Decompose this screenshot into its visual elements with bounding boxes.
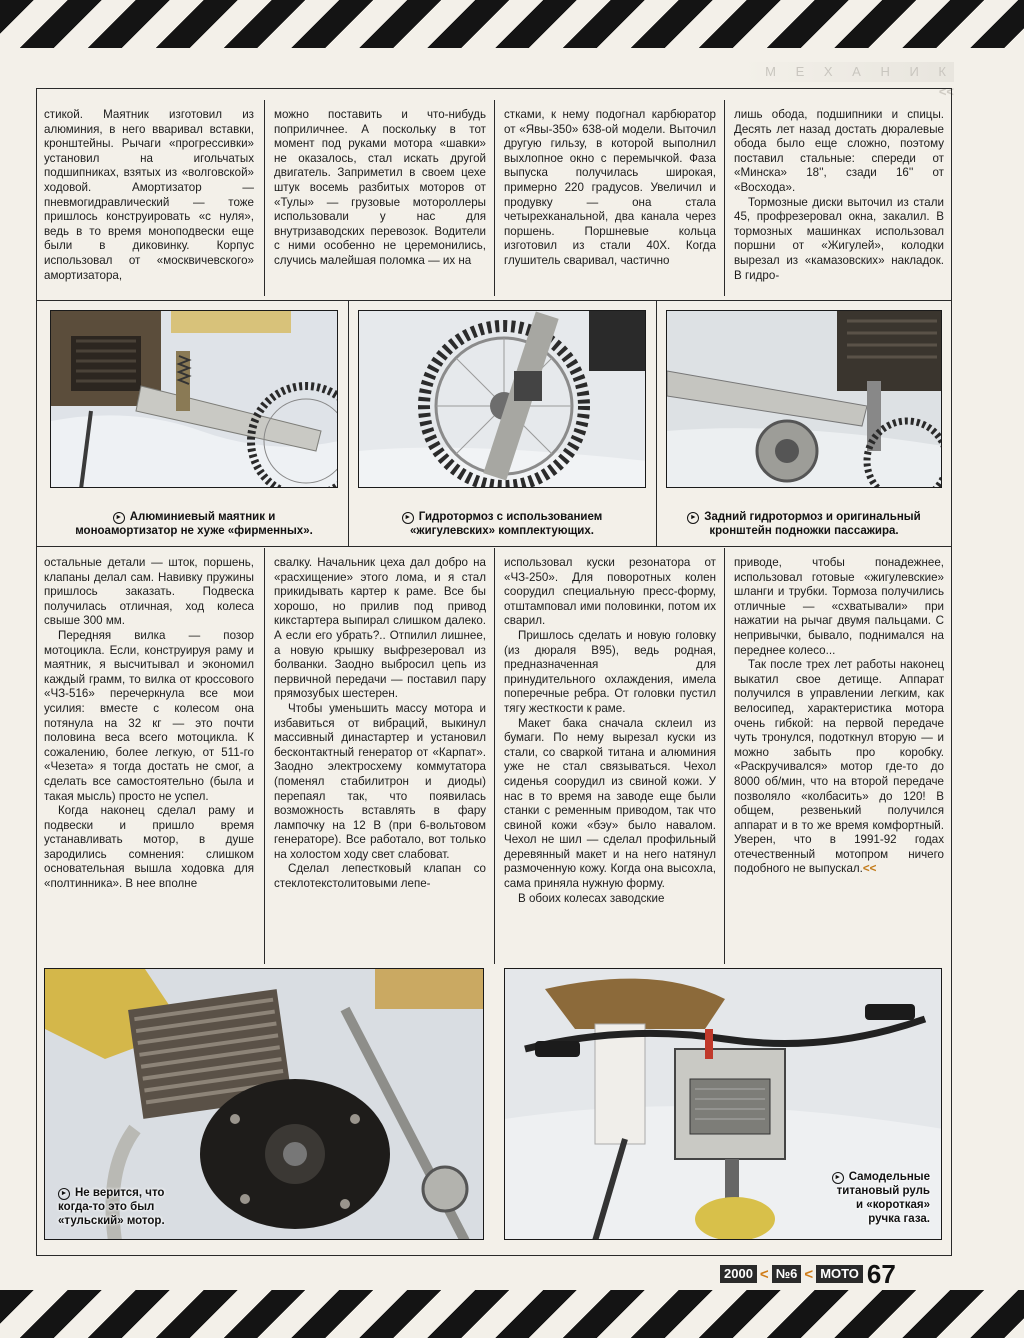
top-column-1: [44, 108, 254, 296]
caption-line: Алюминиевый маятник и: [129, 511, 276, 523]
column-rule: [494, 100, 495, 296]
bottom-column-1: [44, 556, 254, 960]
caption-line: Не верится, что: [75, 1187, 165, 1199]
end-mark-icon: <<: [862, 862, 877, 876]
photo-rear-brake: [666, 310, 942, 488]
section-label: [744, 62, 954, 99]
paragraph: [734, 658, 944, 877]
paragraph: Тормозные диски выточил из стали 45, профрезеровал окна, закалил. В тормозных машинках использовал поршни от «Жигулей», колодки вырезал из «камазовских» накладок. В гидро-: [734, 195, 944, 282]
paragraph: можно поставить и что-нибудь поприличнее. А поскольку в тот момент под руками мотора «шавки» не оказалось, стал искать другой двигатель. Заприметил в своем цехе штук восемь разбитых моторов от «Тулы» — грузовые мотороллеры использовали у нас для внутризаводских перевозок. Водители с ними особенно не церемонились, случись малейшая поломка — их на: [274, 108, 486, 267]
photo-row-bottom-rule: [36, 546, 952, 547]
bottom-column-3: [504, 556, 716, 960]
circle-arrow-icon: ►: [58, 1188, 70, 1200]
caption-line: кронштейн подножки пассажира.: [709, 525, 899, 537]
top-column-4: [734, 108, 944, 296]
top-hazard-stripe: [0, 0, 1024, 48]
column-rule: [494, 548, 495, 964]
paragraph-text: Так после трех лет работы наконец выкатил свое детище. Аппарат получился в управлении легким, как велосипед, характеристика мотора очень гибкой: на первой передаче чуть тронулся, подоткнул вторую — и можно забыть про коробку. «Раскручивался» мотор где-то до 8000 об/мин, что на второй передаче позволяло «колбасить» до 120! В общем, резвенький получился аппарат и в то же время комфортный. Уверен, что в 1991-92 годах отечественный мотопром ничего подобного не выпускал.: [734, 658, 944, 876]
paragraph: Передняя вилка — позор мотоцикла. Если, конструируя раму и маятник, я высчитывал и экономил каждый грамм, то вилка от кроссового «ЧЗ-516» перечеркнула все мои усилия: вместе с колесом она потянула на 32 кг — это почти половина веса всего мотоцикла. К сожалению, более легкую, от 511-го «Чезета» я тогда достать не смог, а сделать все самостоятельно (была и такая мысль) просто не успел.: [44, 628, 254, 803]
paragraph: лишь обода, подшипники и спицы. Десять лет назад достать дюралевые обода было еще сложно, поэтому поставил стальные: спереди от «Минска» 18'', сзади 16'' от «Восхода».: [734, 108, 944, 194]
photo-divider: [656, 300, 657, 546]
paragraph: остальные детали — шток, поршень, клапаны делал сам. Навивку пружины пришлось заказать. Подвеска получилась отличная, ход колеса свыше 300 мм.: [44, 556, 254, 628]
photo-swingarm: [50, 310, 338, 488]
caption-line: моноамортизатор не хуже «фирменных».: [75, 525, 313, 537]
paragraph: стками, к нему подогнал карбюратор от «Явы-350» 638-ой модели. Выточил другую гильзу, в которой выполнил выхлопное окно с перемычкой. Фаза выпуска получилась широкая, примерно 220 градусов. Увеличил и продувку — она стала четырехканальной, два канала через поршень. Поршневые кольца изготовил из стали 40Х. Когда глушитель сваривал, частично: [504, 108, 716, 267]
paragraph: свалку. Начальник цеха дал добро на «расхищение» этого лома, и я стал прикидывать картер к раме. Все бы хорошо, но прилив под привод кикстартера выпирал слишком далеко. А если его убрать?.. Отпилил лишнее, а новую крышку выфрезеровал из болванки. Заодно выбросил цепь из первичной передачи — поставил пару прямозубых шестерен.: [274, 556, 486, 701]
paragraph: Сделал лепестковый клапан со стеклотекстолитовыми лепе-: [274, 862, 486, 891]
section-arrows-icon: <<: [938, 84, 954, 99]
photo-caption: [666, 510, 942, 538]
caption-line: Гидротормоз с использованием: [418, 511, 603, 523]
bottom-column-2: [274, 556, 486, 960]
circle-arrow-icon: ►: [832, 1172, 844, 1184]
circle-arrow-icon: ►: [402, 512, 414, 524]
caption-line: Задний гидротормоз и оригинальный: [704, 511, 921, 523]
caption-line: и «короткая»: [856, 1199, 930, 1211]
chevron-left-icon: <: [804, 1265, 814, 1283]
chevron-left-icon: <: [759, 1265, 769, 1283]
top-column-3: [504, 108, 716, 296]
photo-caption: [50, 510, 338, 538]
bottom-hazard-stripe: [0, 1290, 1024, 1338]
photo-caption: [818, 1170, 930, 1226]
caption-line: «жигулевских» комплектующих.: [410, 525, 594, 537]
caption-line: «тульский» мотор.: [58, 1215, 165, 1227]
section-label-text: М Е Х А Н И К: [765, 64, 954, 79]
caption-line: когда-то это был: [58, 1201, 155, 1213]
photo-divider: [348, 300, 349, 546]
column-rule: [264, 100, 265, 296]
folio-magazine: МОТО: [816, 1265, 863, 1283]
paragraph: стикой. Маятник изготовил из алюминия, в него вваривал вставки, кронштейны. Рычаги «прогрессивки» установил на игольчатых подшипниках, взятых из «волговской» ходовой. Амортизатор — пневмогидравлический — тоже пришлось конструировать «с нуля», ведь в то время моноподвески еще были в диковинку. Корпус использовал от «москвичевского» амортизатора,: [44, 108, 254, 282]
photo-front-brake: [358, 310, 646, 488]
photo-caption: [58, 1186, 208, 1228]
caption-line: титановый руль: [836, 1185, 930, 1197]
paragraph: Когда наконец сделал раму и подвески и пришло время устанавливать мотор, в душе зародились сомнения: слишком основательная вышла ходовка для «полтинника». В нее вполне: [44, 804, 254, 891]
paragraph: приводе, чтобы понадежнее, использовал готовые «жигулевские» шланги и трубки. Тормоза получились отличные — «схватывали» при нажатии на рычаг двумя пальцами. С непривычки, бывало, поднимался на переднее колесо...: [734, 556, 944, 657]
circle-arrow-icon: ►: [687, 512, 699, 524]
folio-year: 2000: [720, 1265, 757, 1283]
caption-line: Самодельные: [848, 1171, 930, 1183]
photo-caption: [358, 510, 646, 538]
page-number: 67: [866, 1259, 896, 1289]
bottom-column-4: [734, 556, 944, 960]
folio-issue: №6: [772, 1265, 802, 1283]
paragraph: Пришлось сделать и новую головку (из дюраля В95), ведь родная, предназначенная для принудительного охлаждения, имела поперечные ребра. От головки пустил тягу жесткости к раме.: [504, 628, 716, 715]
column-rule: [724, 100, 725, 296]
page-folio: [720, 1259, 896, 1289]
column-rule: [264, 548, 265, 964]
paragraph: использовал куски резонатора от «ЧЗ-250». Для поворотных колен соорудил специальную пресс-форму, отштамповал ими половинки, потом их сварил.: [504, 556, 716, 628]
photo-row-top-rule: [36, 300, 952, 301]
paragraph: Чтобы уменьшить массу мотора и избавиться от вибраций, выкинул массивный династартер и установил бесконтактный генератор от «Карпат». Заодно электросхему коммутатора (поменял стабилитрон и диоды) перепаял так, что появилась возможность вставлять в фару лампочку на 12 В (при 6-вольтовом генераторе). Все работало, вот только на холостом ходу свет слабоват.: [274, 701, 486, 861]
paragraph: Макет бака сначала склеил из бумаги. По нему вырезал куски из стали, со сваркой титана и алюминия уже не стал связываться. Чехол сиденья соорудил из свиной кожи. У нас в то время на заводе еще были станки с ременным приводом, так что свиной кожи «бэу» было навалом. Чехол не шил — сделал профильный деревянный макет и на него натянул размоченную кожу. Когда она высохла, сама приняла нужную форму.: [504, 716, 716, 891]
top-column-2: [274, 108, 486, 296]
column-rule: [724, 548, 725, 964]
circle-arrow-icon: ►: [113, 512, 125, 524]
paragraph: В обоих колесах заводские: [518, 891, 665, 905]
caption-line: ручка газа.: [868, 1213, 930, 1225]
